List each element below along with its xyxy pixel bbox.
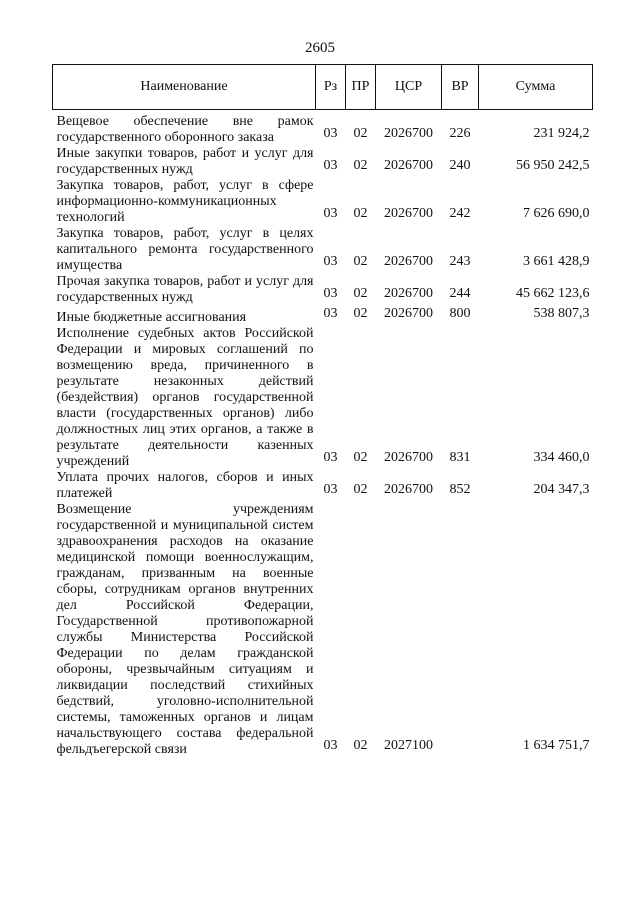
row-rz: 03 — [323, 482, 338, 497]
table-header-row — [53, 65, 593, 110]
row-csr: 2026700 — [384, 206, 433, 221]
row-sum: 334 460,0 — [533, 450, 590, 465]
row-name: Иные закупки товаров, работ и услуг для государственных нужд — [56, 146, 314, 177]
row-rz: 03 — [323, 206, 338, 221]
table-row — [53, 226, 593, 274]
row-vr: 852 — [449, 482, 471, 497]
row-rz: 03 — [323, 158, 338, 173]
row-rz: 03 — [323, 126, 338, 141]
row-name: Прочая закупка товаров, работ и услуг для государственных нужд — [56, 274, 314, 305]
header-vr: ВР — [442, 65, 479, 110]
row-sum: 7 626 690,0 — [523, 206, 590, 221]
table-row — [53, 502, 593, 758]
table-row — [53, 274, 593, 306]
page-number: 2605 — [305, 40, 335, 56]
row-vr — [442, 502, 479, 758]
row-csr: 2027100 — [384, 738, 433, 753]
table-row — [53, 326, 593, 470]
row-name: Вещевое обеспечение вне рамок государственного оборонного заказа — [56, 114, 314, 145]
row-rz: 03 — [323, 738, 338, 753]
header-name: Наименование — [53, 65, 316, 110]
row-pr: 02 — [353, 738, 368, 753]
row-pr: 02 — [353, 450, 368, 465]
row-name: Уплата прочих налогов, сборов и иных платежей — [56, 470, 314, 501]
table-row — [53, 470, 593, 502]
row-vr: 226 — [449, 126, 471, 141]
row-pr: 02 — [353, 254, 368, 269]
row-sum: 1 634 751,7 — [523, 738, 590, 753]
row-vr: 240 — [449, 158, 471, 173]
row-name: Исполнение судебных актов Российской Федерации и мировых соглашений по возмещению вреда, причиненного в результате незаконных действий (бездействия) органов государственной власти (государственных органов) либо должностных лиц этих органов, а также в результате деятельности казенных учреждений — [56, 326, 314, 469]
header-sum: Сумма — [479, 65, 593, 110]
row-sum: 56 950 242,5 — [516, 158, 590, 173]
row-sum: 45 662 123,6 — [516, 286, 590, 301]
row-vr: 244 — [449, 286, 471, 301]
row-name: Иные бюджетные ассигнования — [56, 310, 247, 325]
row-pr: 02 — [353, 306, 368, 321]
row-rz: 03 — [323, 306, 338, 321]
row-rz: 03 — [323, 254, 338, 269]
row-sum: 231 924,2 — [533, 126, 590, 141]
table-row — [53, 178, 593, 226]
row-csr: 2026700 — [384, 254, 433, 269]
row-csr: 2026700 — [384, 158, 433, 173]
row-csr: 2026700 — [384, 286, 433, 301]
row-sum: 204 347,3 — [533, 482, 590, 497]
row-vr: 800 — [449, 306, 471, 321]
row-sum: 3 661 428,9 — [523, 254, 590, 269]
row-pr: 02 — [353, 482, 368, 497]
table-row — [53, 146, 593, 178]
row-rz: 03 — [323, 286, 338, 301]
table-row — [53, 306, 593, 326]
row-csr: 2026700 — [384, 450, 433, 465]
row-vr: 243 — [449, 254, 471, 269]
row-sum: 538 807,3 — [533, 306, 590, 321]
header-rz: Рз — [316, 65, 346, 110]
row-name: Закупка товаров, работ, услуг в целях капитального ремонта государственного имущества — [56, 226, 314, 273]
row-pr: 02 — [353, 126, 368, 141]
row-pr: 02 — [353, 286, 368, 301]
budget-table — [52, 64, 593, 758]
row-csr: 2026700 — [384, 482, 433, 497]
row-name: Возмещение учреждениям государственной и муниципальной систем здравоохранения расходов на оказание медицинской помощи военнослужащим, гражданам, призванным на военные сборы, сотрудникам органов внутренних дел Российской Федерации, Государственной противопожарной службы Министерства Российской Федерации по делам гражданской обороны, чрезвычайным ситуациям и ликвидации последствий стихийных бедствий, уголовно-исполнительной системы, таможенных органов и лицам начальствующего состава федеральной фельдъегерской связи — [56, 502, 314, 757]
row-csr: 2026700 — [384, 306, 433, 321]
row-pr: 02 — [353, 206, 368, 221]
table-row — [53, 110, 593, 147]
header-pr: ПР — [346, 65, 376, 110]
header-csr: ЦСР — [376, 65, 442, 110]
row-vr: 242 — [449, 206, 471, 221]
row-name: Закупка товаров, работ, услуг в сфере информационно-коммуникационных технологий — [56, 178, 314, 225]
row-pr: 02 — [353, 158, 368, 173]
row-vr: 831 — [449, 450, 471, 465]
row-csr: 2026700 — [384, 126, 433, 141]
row-rz: 03 — [323, 450, 338, 465]
